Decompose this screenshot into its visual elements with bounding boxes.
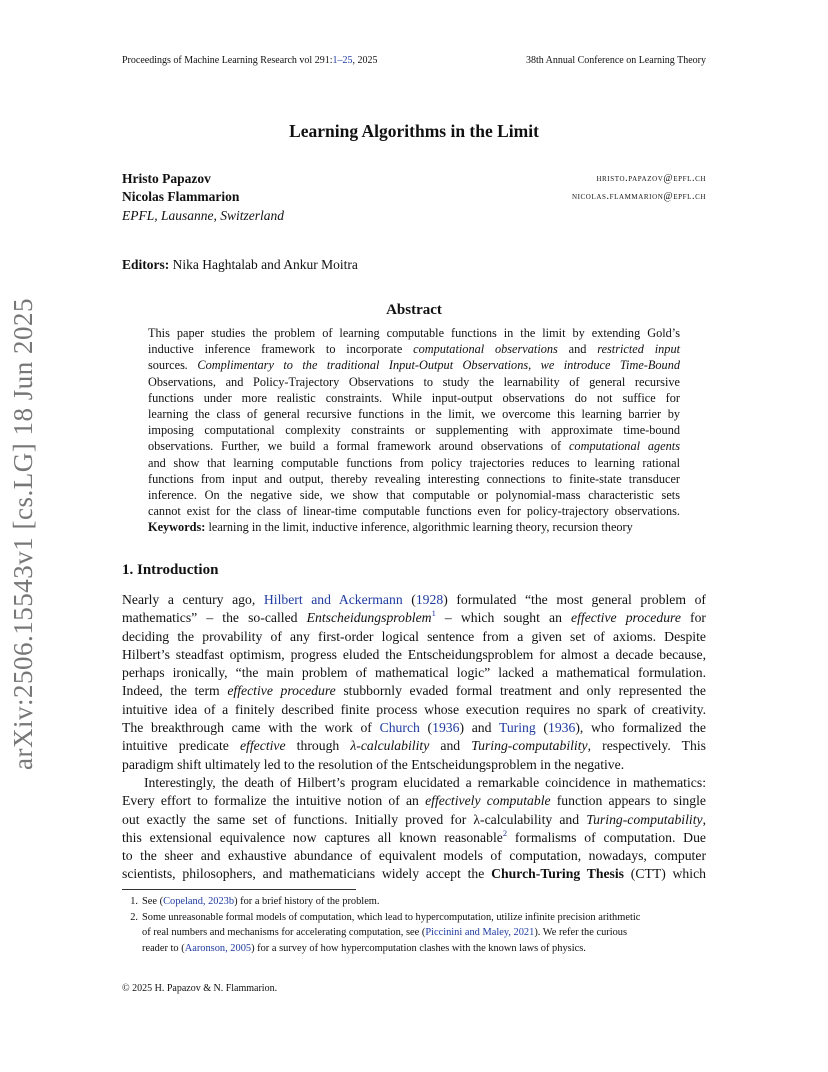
keywords-line <box>148 519 680 535</box>
keywords-label: Keywords: <box>148 520 206 535</box>
intro-paragraph-2 <box>122 774 706 884</box>
keywords: learning in the limit, inductive inference, algorithmic learning theory, recursion theory <box>208 520 633 535</box>
abstract-heading: Abstract <box>386 302 442 318</box>
author-email-1[interactable]: hristo.papazov@epfl.ch <box>596 173 706 184</box>
abstract-line: sources. Complimentary to the traditional Input-Output Observations, we introduce Time-Bound <box>148 358 680 373</box>
footnote-2-cont: of real numbers and mechanisms for accelerating computation, see (Piccinini and Maley, 2021). We refer the curious <box>142 927 628 938</box>
body-line: intuitive predicate effective through λ-calculability and Turing-computability, respectively. This <box>122 738 706 754</box>
affiliation: EPFL, Lausanne, Switzerland <box>122 208 285 223</box>
editors-label: Editors: <box>122 257 170 272</box>
author-email-2[interactable]: nicolas.flammarion@epfl.ch <box>571 191 706 202</box>
body-line: paradigm shift ultimately led to the resolution of the Entscheidungsproblem in the negative. <box>122 756 625 772</box>
abstract-line: observations. Further, we build a formal framework around observations of computational agents <box>148 439 680 454</box>
copyright-notice: © 2025 H. Papazov & N. Flammarion. <box>122 983 278 994</box>
body-line: to the sheer and exhaustive abundance of equivalent models of computation, nowadays, computer <box>122 848 706 864</box>
body-line: Indeed, the term effective procedure stubbornly evaded formal treatment and only represented the <box>122 683 707 699</box>
body-line: perhaps ironically, “the main problem of mathematical logic” lacked a mathematical formulation. <box>122 665 706 681</box>
running-header-right: 38th Annual Conference on Learning Theory <box>525 55 706 66</box>
body-line: deciding the provability of any first-order logical sentence from a given set of axioms. Despite <box>122 628 706 644</box>
body-line: mathematics” – the so-called Entscheidungsproblem$^1$ – which sought an effective procedure for <box>122 608 706 626</box>
page-range-link[interactable]: 1–25 <box>332 55 353 66</box>
footnote-2-cont: reader to (Aaronson, 2005) for a survey of how hypercomputation clashes with the known laws of physics. <box>142 942 586 954</box>
abstract-line: functions under more realistic constraints. While input-output observations do not suffice for <box>148 390 680 405</box>
body-line: Interestingly, the death of Hilbert’s program elucidated a remarkable coincidence in mathematics: <box>144 775 706 790</box>
body-line: scientists, philosophers, and mathematicians widely accept the Church-Turing Thesis (CTT) which <box>122 866 706 882</box>
abstract-line: imposing computational complexity constraints or supplementing with approximate time-bound <box>148 423 680 438</box>
body-line: Every effort to formalize the intuitive notion of an effectively computable function appears to single <box>122 793 707 809</box>
abstract-line: learning the class of general recursive functions in the limit, we overcome this learning barrier by <box>148 406 680 421</box>
paper-title: Learning Algorithms in the Limit <box>289 121 539 141</box>
abstract-line: and show that learning computable functions from policy trajectories reduces to learning rational <box>148 455 680 470</box>
abstract-line: inductive inference framework to incorporate computational observations and restricted input <box>148 342 681 357</box>
abstract-line: cannot exist for the class of linear-time computable functions even for policy-trajectory observations. <box>148 504 680 519</box>
abstract-line: inference. On the negative side, we show that computable or polynomial-mass characteristic sets <box>148 487 680 502</box>
section-heading-introduction: 1. Introduction <box>122 562 219 578</box>
editors-line <box>122 257 358 273</box>
abstract-line: Observations, and Policy-Trajectory Observations to study the learnability of general recursive <box>148 374 680 389</box>
body-line: intuitive idea of a finitely described finite process whose execution requires no spark of creativity. <box>122 701 706 717</box>
running-header-left: Proceedings of Machine Learning Research vol 291:1–25, 2025 <box>122 55 378 66</box>
author-name-1: Hristo Papazov <box>122 171 211 186</box>
arxiv-sidebar-stamp: arXiv:2506.15543v1 [cs.LG] 18 Jun 2025 <box>8 298 38 770</box>
abstract-line: functions from input and output, thereby revealing interesting connections to finite-state transducer <box>148 471 680 486</box>
intro-paragraph-1 <box>122 591 706 774</box>
footnote-2: 2. Some unreasonable formal models of computation, which lead to hypercomputation, utilize infinite precision arithmetic <box>130 911 641 923</box>
body-line: Hilbert’s steadfast optimism, progress eluded the Entscheidungsproblem for almost a decade because, <box>122 646 706 662</box>
body-line: out exactly the same set of functions. Initially proved for λ-calculability and Turing-computability, <box>122 811 706 827</box>
body-line: this extensional equivalence now captures all known reasonable$^2$ formalisms of computation. Due <box>122 827 706 845</box>
footnote-rule <box>122 889 356 890</box>
body-line: Nearly a century ago, Hilbert and Ackermann (1928) formulated “the most general problem of <box>122 592 706 607</box>
abstract-line: This paper studies the problem of learning computable functions in the limit by extending Gold’s <box>148 326 680 340</box>
footnote-1: 1. See (Copeland, 2023b) for a brief history of the problem. <box>130 896 380 907</box>
author-name-2: Nicolas Flammarion <box>122 189 240 204</box>
body-line: The breakthrough came with the work of Church (1936) and Turing (1936), who formalized the <box>122 720 706 736</box>
editors-names: Nika Haghtalab and Ankur Moitra <box>172 257 358 272</box>
footnotes <box>122 894 706 956</box>
abstract-body <box>148 325 680 535</box>
